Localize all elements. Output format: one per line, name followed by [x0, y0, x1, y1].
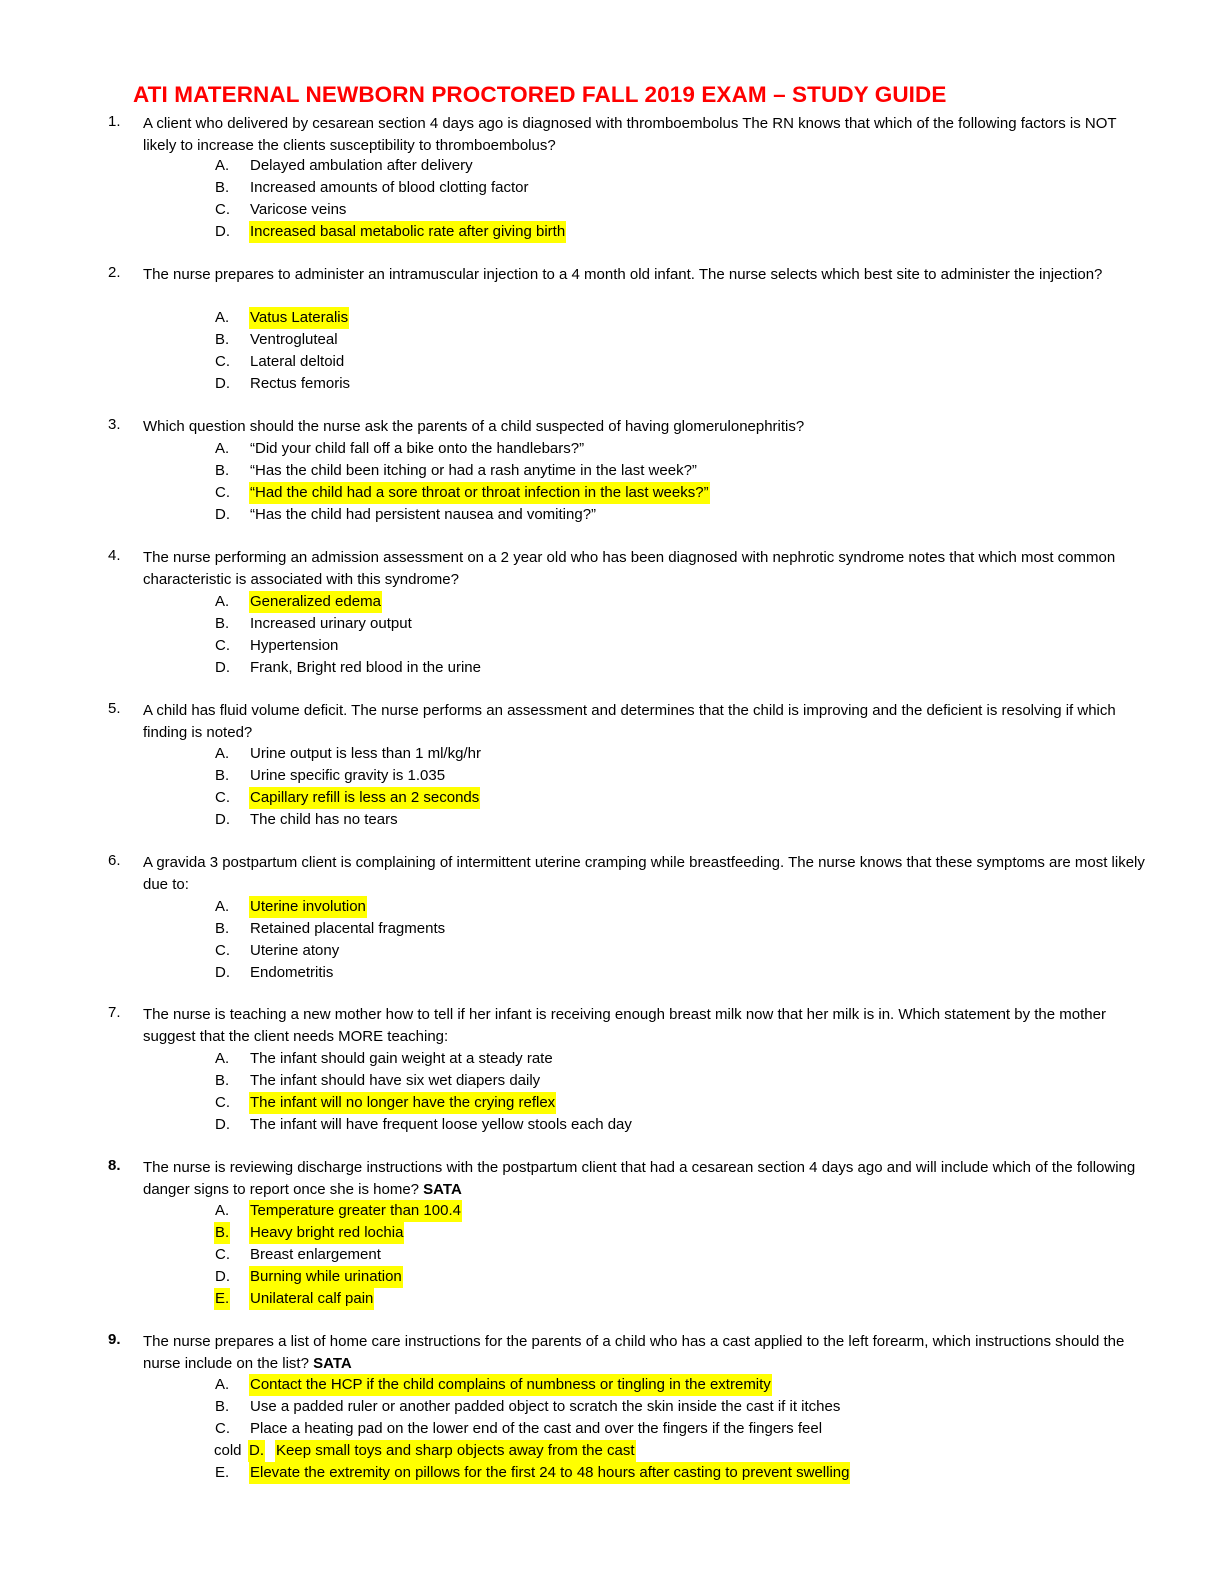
option-letter: C. [215, 789, 230, 806]
question-body: The nurse is reviewing discharge instructions with the postpartum client that had a cesarean section 4 days ago and will include which of the following danger signs to report once she is home? [143, 1159, 1136, 1198]
option-text: The child has no tears [250, 811, 398, 828]
option-letter: D. [248, 1440, 265, 1462]
question-number: 9. [108, 1331, 121, 1348]
option-letter: C. [215, 1246, 230, 1263]
option-text: Frank, Bright red blood in the urine [250, 659, 481, 676]
option-a-answer [0, 896, 1224, 918]
option-b-answer [0, 1222, 1224, 1244]
option-b [0, 1070, 1224, 1092]
option-letter: C. [215, 201, 230, 218]
question-text: A gravida 3 postpartum client is complaining of intermittent uterine cramping while breastfeeding. The nurse knows that these symptoms are most likely due to: [143, 854, 1145, 893]
option-letter: C. [215, 1420, 230, 1437]
option-letter: A. [215, 1050, 230, 1067]
option-b [0, 765, 1224, 787]
option-d [0, 373, 1224, 395]
option-letter: B. [215, 1398, 230, 1415]
question-text [143, 1157, 1153, 1201]
highlighted-answer: Keep small toys and sharp objects away from the cast [275, 1440, 636, 1462]
option-text: Breast enlargement [250, 1246, 381, 1263]
option-text: Lateral deltoid [250, 353, 345, 370]
question-text: The nurse is teaching a new mother how to tell if her infant is receiving enough breast milk now that her milk is in. Which statement by the mother suggest that the client needs MORE teaching: [143, 1006, 1106, 1045]
question-number: 1. [108, 113, 121, 130]
option-letter: A. [215, 1202, 230, 1219]
question-text: A client who delivered by cesarean section 4 days ago is diagnosed with thromboembolus The RN knows that which of the following factors is NOT likely to increase the clients susceptibility to thromboembolus? [143, 115, 1117, 154]
option-a [0, 155, 1224, 177]
highlighted-answer: Burning while urination [249, 1266, 403, 1288]
highlighted-answer: Generalized edema [249, 591, 382, 613]
option-text: Delayed ambulation after delivery [250, 157, 473, 174]
option-c [0, 1418, 1224, 1440]
option-a-answer [0, 1200, 1224, 1222]
option-c [0, 940, 1224, 962]
option-letter: C. [215, 637, 230, 654]
option-d [0, 504, 1224, 526]
option-text: Place a heating pad on the lower end of the cast and over the fingers if the fingers feel [250, 1420, 823, 1437]
option-b [0, 613, 1224, 635]
highlighted-answer: “Had the child had a sore throat or throat infection in the last weeks?” [249, 482, 710, 504]
option-letter: C. [215, 484, 230, 501]
option-d-answer [0, 1440, 1224, 1462]
option-letter: A. [215, 440, 230, 457]
option-letter: E. [214, 1288, 230, 1310]
option-d [0, 962, 1224, 984]
question-text: A child has fluid volume deficit. The nurse performs an assessment and determines that the child is improving and the deficient is resolving if which finding is noted? [143, 702, 1116, 741]
option-letter: B. [215, 462, 230, 479]
option-text: Varicose veins [250, 201, 347, 218]
option-b [0, 1396, 1224, 1418]
option-c [0, 1244, 1224, 1266]
option-letter: D. [215, 659, 230, 676]
option-letter: D. [215, 1268, 230, 1285]
option-c-answer [0, 787, 1224, 809]
option-text: Endometritis [250, 964, 334, 981]
question-text: Which question should the nurse ask the parents of a child suspected of having glomerulonephritis? [143, 418, 805, 435]
option-c-answer [0, 1092, 1224, 1114]
option-letter: C. [215, 1094, 230, 1111]
question-number: 3. [108, 416, 121, 433]
question-number: 6. [108, 852, 121, 869]
highlighted-answer: Vatus Lateralis [249, 307, 349, 329]
option-a [0, 743, 1224, 765]
option-text: Rectus femoris [250, 375, 351, 392]
option-letter: A. [215, 1376, 230, 1393]
highlighted-answer: Contact the HCP if the child complains of numbness or tingling in the extremity [249, 1374, 772, 1396]
option-a-answer [0, 307, 1224, 329]
question-number: 2. [108, 264, 121, 281]
highlighted-answer: Uterine involution [249, 896, 367, 918]
highlighted-answer: Heavy bright red lochia [249, 1222, 404, 1244]
option-letter: B. [215, 767, 230, 784]
option-text: Uterine atony [250, 942, 340, 959]
option-a [0, 438, 1224, 460]
option-letter: B. [215, 331, 230, 348]
question-text [143, 1331, 1153, 1375]
option-prefix: cold [214, 1442, 242, 1459]
question-number: 8. [108, 1157, 121, 1174]
option-letter: D. [215, 1116, 230, 1133]
question-number: 5. [108, 700, 121, 717]
option-text: Increased amounts of blood clotting factor [250, 179, 529, 196]
option-text: Retained placental fragments [250, 920, 446, 937]
option-d [0, 809, 1224, 831]
option-letter: A. [215, 157, 230, 174]
option-b [0, 918, 1224, 940]
sata-label: SATA [423, 1181, 462, 1198]
question-text: The nurse performing an admission assessment on a 2 year old who has been diagnosed with nephrotic syndrome notes that which most common characteristic is associated with this syndrome? [143, 549, 1116, 588]
option-letter: E. [215, 1464, 230, 1481]
highlighted-answer: The infant will no longer have the crying reflex [249, 1092, 556, 1114]
document-title: ATI MATERNAL NEWBORN PROCTORED FALL 2019 EXAM – STUDY GUIDE [133, 82, 947, 107]
option-text: “Did your child fall off a bike onto the handlebars?” [250, 440, 585, 457]
option-letter: B. [215, 1072, 230, 1089]
highlighted-answer: Elevate the extremity on pillows for the first 24 to 48 hours after casting to prevent swelling [249, 1462, 850, 1484]
option-letter: D. [215, 375, 230, 392]
option-letter: B. [215, 179, 230, 196]
highlighted-answer: Capillary refill is less an 2 seconds [249, 787, 480, 809]
option-letter: D. [215, 964, 230, 981]
option-text: Urine output is less than 1 ml/kg/hr [250, 745, 481, 762]
option-letter: A. [215, 745, 230, 762]
option-c [0, 199, 1224, 221]
option-text: Increased urinary output [250, 615, 412, 632]
option-d-answer [0, 1266, 1224, 1288]
option-text: The infant will have frequent loose yellow stools each day [250, 1116, 632, 1133]
option-letter: C. [215, 942, 230, 959]
option-text: The infant should gain weight at a steady rate [250, 1050, 553, 1067]
highlighted-answer: Unilateral calf pain [249, 1288, 374, 1310]
highlighted-answer: Increased basal metabolic rate after giving birth [249, 221, 566, 243]
question-body: The nurse prepares a list of home care instructions for the parents of a child who has a cast applied to the left forearm, which instructions should the nurse include on the list? [143, 1333, 1125, 1372]
option-letter: A. [215, 309, 230, 326]
option-text: The infant should have six wet diapers daily [250, 1072, 541, 1089]
option-d [0, 1114, 1224, 1136]
option-b [0, 177, 1224, 199]
option-d [0, 657, 1224, 679]
option-e-answer [0, 1288, 1224, 1310]
question-text: The nurse prepares to administer an intramuscular injection to a 4 month old infant. The nurse selects which best site to administer the injection? [143, 266, 1103, 283]
option-a-answer [0, 591, 1224, 613]
option-text: “Has the child been itching or had a rash anytime in the last week?” [250, 462, 697, 479]
option-letter: A. [215, 593, 230, 610]
option-text: “Has the child had persistent nausea and vomiting?” [250, 506, 597, 523]
option-b [0, 460, 1224, 482]
option-letter: D. [215, 223, 230, 240]
option-text: Hypertension [250, 637, 339, 654]
option-b [0, 329, 1224, 351]
option-a [0, 1048, 1224, 1070]
option-letter: B. [215, 615, 230, 632]
option-a-answer [0, 1374, 1224, 1396]
question-number: 7. [108, 1004, 121, 1021]
option-e-answer [0, 1462, 1224, 1484]
option-d-answer [0, 221, 1224, 243]
option-letter: B. [214, 1222, 230, 1244]
question-number: 4. [108, 547, 121, 564]
option-letter: D. [215, 506, 230, 523]
sata-label: SATA [313, 1355, 352, 1372]
option-c [0, 351, 1224, 373]
option-c [0, 635, 1224, 657]
option-letter: A. [215, 898, 230, 915]
option-c-answer [0, 482, 1224, 504]
highlighted-answer: Temperature greater than 100.4 [249, 1200, 462, 1222]
option-letter: C. [215, 353, 230, 370]
option-text: Ventrogluteal [250, 331, 338, 348]
option-letter: B. [215, 920, 230, 937]
option-text: Urine specific gravity is 1.035 [250, 767, 446, 784]
option-text: Use a padded ruler or another padded object to scratch the skin inside the cast if it itches [250, 1398, 841, 1415]
option-letter: D. [215, 811, 230, 828]
